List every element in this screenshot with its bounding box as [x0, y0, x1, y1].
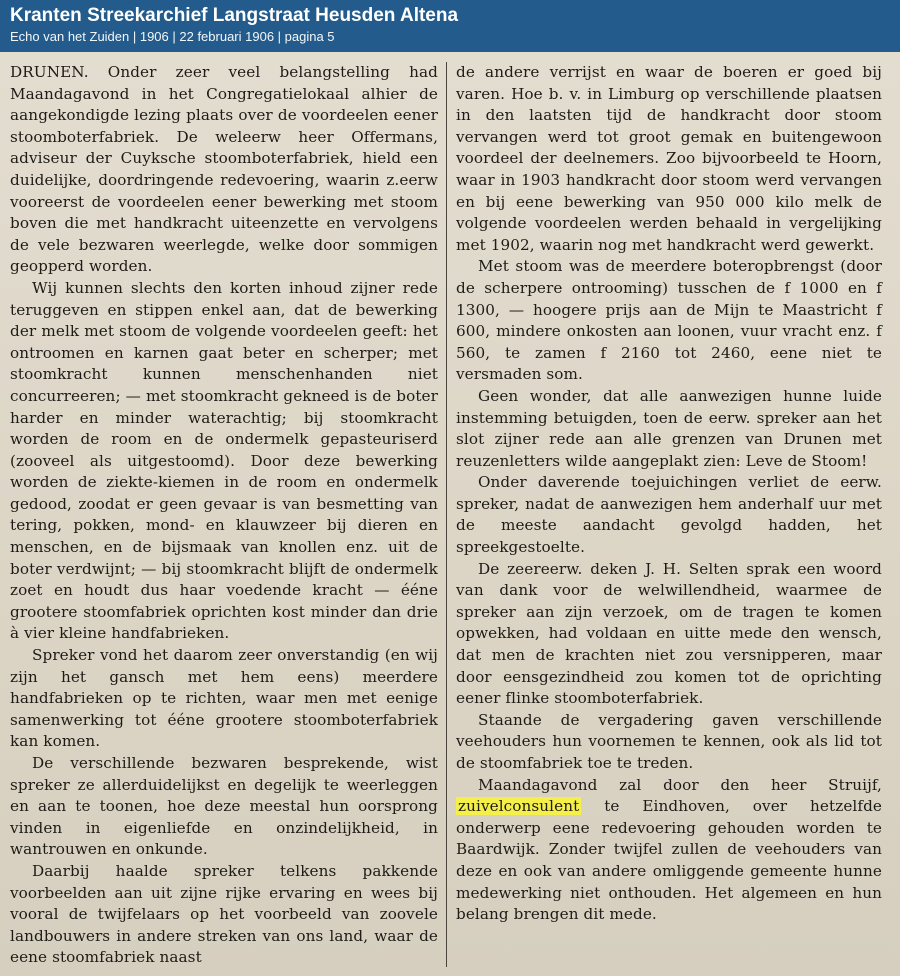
paragraph-intro: Maandagavond zal door den heer Struijf,: [478, 775, 882, 794]
search-highlight: zuivelconsulent: [458, 797, 580, 816]
article-paragraph: DRUNEN. Onder zeer veel belangstelling had Maandagavond in het Congregatielokaal alhier de aangekondigde lezing plaats over de voordeelen eener stoomboterfabriek. De weleerw heer Offermans, adviseur der Cuyksche stoomboterfabriek, hield een duidelijke, doordringende redevoering, waarin z.eerw vooreerst de voordeelen eener bewerking met stoom boven die met handkracht uiteenzette en vervolgens de vele bezwaren weerlegde, welke door sommigen geopperd worden.: [10, 63, 438, 276]
issue-breadcrumb: Echo van het Zuiden | 1906 | 22 februari 1906 | pagina 5: [10, 29, 335, 44]
archive-header: [0, 0, 900, 52]
article-paragraph: Met stoom was de meerdere boteropbrengst (door de scherpere ontrooming) tusschen de f 1000 en f 1300, — hoogere prijs aan de Mijn te Maastricht f 600, mindere onkosten aan loonen, vuur vracht enz. f 560, te zamen f 2160 tot 2460, eene niet te versmaden som.: [456, 257, 882, 384]
article-paragraph: Staande de vergadering gaven verschillende veehouders hun voornemen te kennen, ook als lid tot de stoomfabriek toe te treden.: [456, 710, 882, 772]
article-column-right: [456, 62, 882, 926]
article-paragraph: Spreker vond het daarom zeer onverstandig (en wij zijn het gansch met hem eens) meerdere handfabrieken op te richten, waar men met eenige samenwerking tot ééne grootere stoomboterfabriek kan komen.: [10, 646, 438, 751]
column-divider: [446, 62, 447, 967]
article-paragraph: Geen wonder, dat alle aanwezigen hunne luide instemming betuigden, toen de eerw. spreker aan het slot zijner rede aan alle grenzen van Drunen met reuzenletters wilde aangeplakt zien: Leve de Stoom!: [456, 386, 882, 470]
archive-title: Kranten Streekarchief Langstraat Heusden Altena: [10, 5, 459, 26]
article-paragraph: Onder daverende toejuichingen verliet de eerw. spreker, nadat de aanwezigen hem anderhalf uur met de meeste aandacht gevolgd hadden, het spreekgestoelte.: [456, 473, 882, 557]
article-column-left: [10, 62, 438, 969]
paragraph-rest: te Eindhoven, over hetzelfde onderwerp eene redevoering gehouden worden te Baardwijk. Zonder twijfel zullen de veehouders van deze en ook van andere omliggende gemeente hunne medewerking niet onthouden. Het algemeen en hun belang brengen dit mede.: [456, 797, 882, 924]
article-paragraph: Wij kunnen slechts den korten inhoud zijner rede teruggeven en stippen enkel aan, dat de bewerking der melk met stoom de volgende voordeelen geeft: het ontroomen en karnen gaat beter en scherper; met stoomkracht kunnen menschenhanden niet concurreeren; — met stoomkracht gekneed is de boter harder en minder waterachtig; bij stoomkracht worden de room en de ondermelk gepasteuriserd (zooveel als uitgestoomd). Door deze bewerking worden de ziekte-kiemen in de room en ondermelk gedood, zoodat er geen gevaar is van besmetting van tering, pokken, mond- en klauwzeer bij dieren en menschen, en de bijsmaak van knollen enz. uit de boter verdwijnt; — bij stoomkracht blijft de ondermelk zoet en houdt dus haar voedende kracht — ééne grootere stoomfabriek oprichten kost minder dan drie à vier kleine handfabrieken.: [10, 278, 438, 643]
article-paragraph: De zeereerw. deken J. H. Selten sprak een woord van dank voor de welwillendheid, waarmee de spreker aan zijn verzoek, om de tragen te komen opwekken, had voldaan en uitte mede den wensch, dat men de krachten niet zou versnipperen, maar door eensgezindheid zou komen tot de oprichting eener flinke stoomboterfabriek.: [456, 559, 882, 708]
article-paragraph: [456, 775, 882, 926]
article-paragraph: De verschillende bezwaren besprekende, wist spreker ze allerduidelijkst en degelijk te weerleggen en aan te toonen, hoe deze meestal hun oorsprong vinden in eigenliefde en onzindelijkheid, in wantrouwen en onkunde.: [10, 754, 438, 859]
newspaper-scan: [0, 52, 900, 976]
article-paragraph: Daarbij haalde spreker telkens pakkende voorbeelden aan uit zijne rijke ervaring en wees bij vooral de twijfelaars op het voorbeeld van zoovele landbouwers in andere streken van ons land, waar de eene stoomfabriek naast: [10, 861, 438, 967]
article-paragraph: de andere verrijst en waar de boeren er goed bij varen. Hoe b. v. in Limburg op verschillende plaatsen in den laatsten tijd de handkracht door stoom vervangen werd tot groot gemak en buitengewoon voordeel der deelnemers. Zoo bijvoorbeeld te Hoorn, waar in 1903 handkracht door stoom werd vervangen en bij eene bewerking van 950 000 kilo melk de volgende voordeelen werden behaald in vergelijking met 1902, waarin nog met handkracht werd gewerkt.: [456, 63, 882, 254]
